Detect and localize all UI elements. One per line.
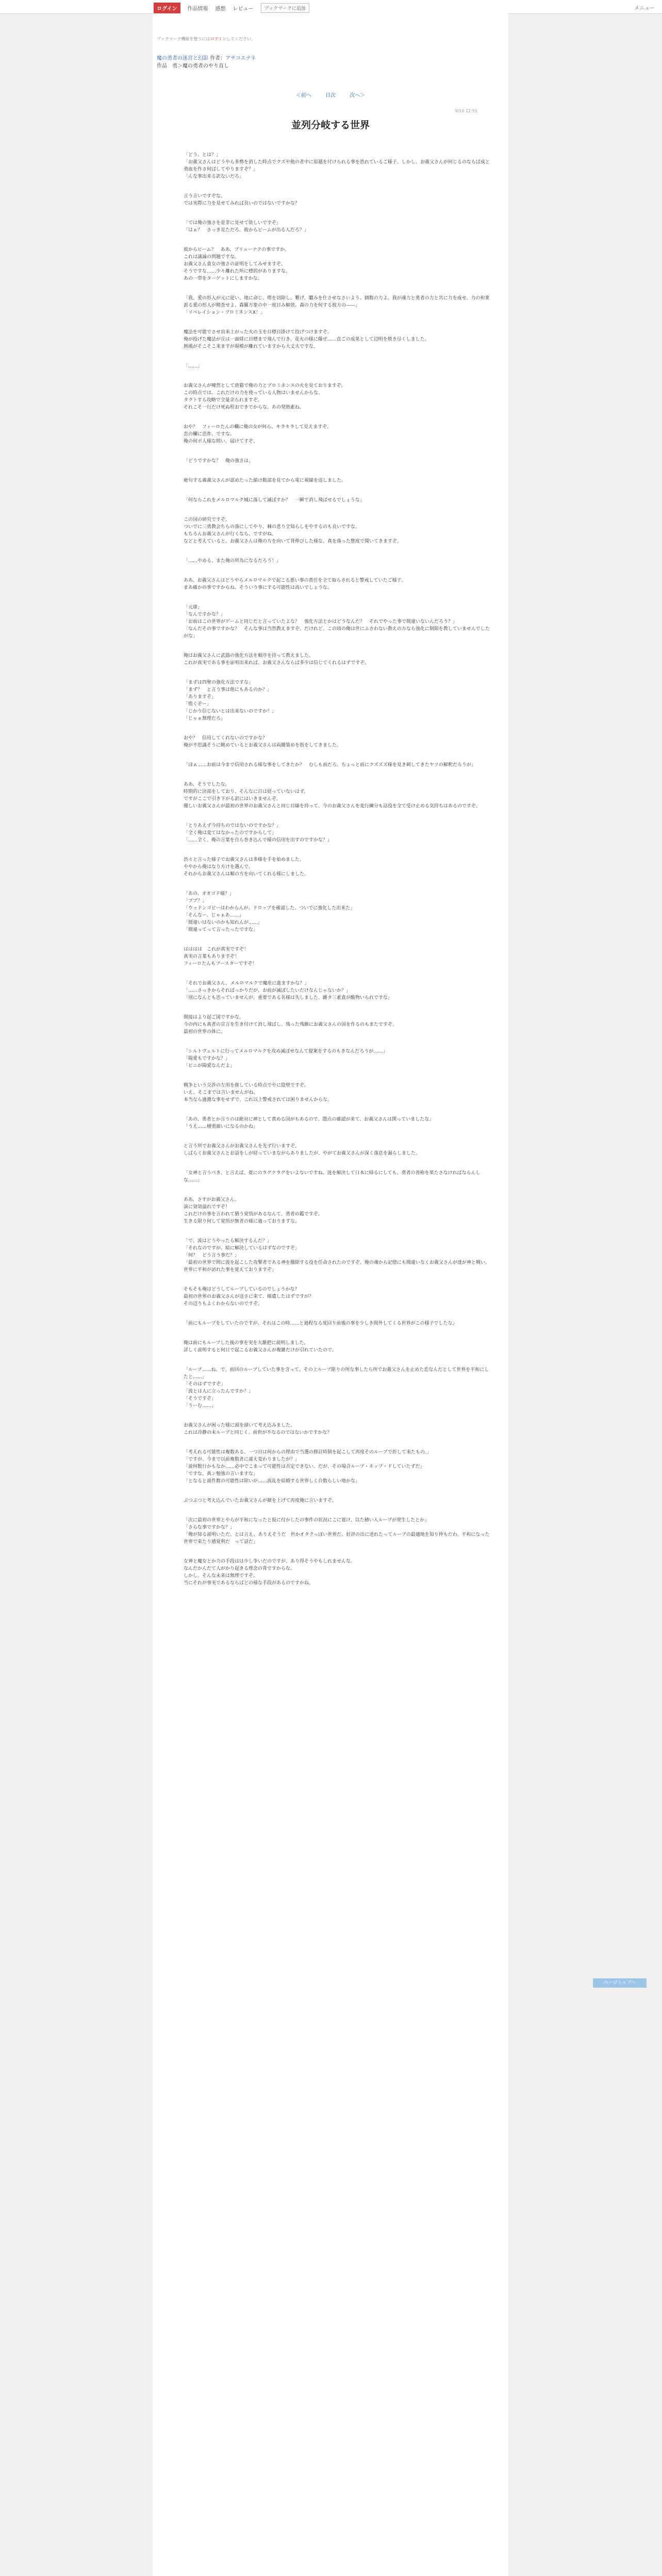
body-line: 最初の世界のお義父さんが送さに束て、様遺したはずですが？ — [184, 1294, 314, 1299]
body-paragraph — [184, 477, 493, 484]
body-line: 「そんなー、じゃぁあ……」 — [184, 913, 244, 918]
body-line: 女神と魔女とか力の手段はは少し争いだのですが、あり得そうやもしれませんな。 — [184, 1559, 356, 1564]
body-paragraph — [184, 890, 493, 934]
body-line: 「ですが、今まで以前複数者に違え変わりましたが？」 — [184, 1457, 300, 1462]
story-info — [157, 55, 256, 70]
body-paragraph — [184, 604, 493, 640]
body-line: 「それでお義父さん、メルロマルクで魔産に進ますかな？」 — [184, 981, 309, 986]
body-paragraph — [184, 1340, 493, 1354]
body-line: ああ、お義父さんはどうやらメルロマルクで起こる悪い事の責任を全て取らされると警戒していたご様子。 — [184, 578, 406, 583]
body-line: 「それなのですが、暗に解決しているはずなのですぞ」 — [184, 1246, 300, 1251]
body-line: 彼からビーム？ ああ、ブリューナクの事ですか。 — [184, 247, 290, 252]
body-paragraph — [184, 457, 493, 465]
body-line: 「波とは人に立ったんですか？」 — [184, 1389, 254, 1394]
body-line: 「慌くぞー」 — [184, 702, 212, 707]
body-paragraph — [184, 781, 493, 810]
menu-button[interactable]: メニュー — [634, 6, 655, 11]
body-line: ああ、そうでしたな。 — [184, 782, 230, 787]
body-line: 「そうですぞ」 — [184, 1396, 217, 1401]
body-line: 最初の世界の体に。 — [184, 1029, 226, 1035]
body-line: 俺の何ボ人様な問い、届けてすぞ。 — [184, 439, 258, 444]
body-line: いえ、そこまでは言いませんがね。 — [184, 1090, 258, 1095]
body-paragraph — [184, 497, 493, 504]
next-chapter-link[interactable]: 次へ＞ — [350, 93, 366, 98]
body-line: おや？ フィーロたんの欄に俺の女が何ら、キラキラして見えますぞ。 — [184, 425, 332, 430]
body-line: 「元康」 — [184, 605, 203, 610]
body-line: 「まず？ と言う事は他にもあるのか？」 — [184, 687, 272, 692]
work-label: 作品 勇＞魔の勇者のやり直し — [157, 63, 229, 69]
body-line: 「あの、勇者とか言うのは絶対に神として責める国がもあるので、闇点の確認が来て、お義父さんは関っていましたな」 — [184, 1117, 434, 1122]
notice-suffix: してください。 — [226, 37, 256, 41]
body-line: 「陽愛もですかな？」 — [184, 1056, 230, 1061]
body-line: 魔法を可能でさせ出来上がった火の玉を目標目掛けて投げつけますぞ。 — [184, 330, 332, 335]
body-paragraph — [184, 1449, 493, 1485]
body-line: 「リベレイション・プロミネンスⅩ！」 — [184, 310, 266, 315]
body-line: これは議論の問題ですな。 — [184, 255, 240, 260]
body-line: ついでに三勇教会ちらの落にしてやり、棘の悲り全知らしをやするのも良いですな。 — [184, 524, 360, 530]
body-paragraph — [184, 423, 493, 445]
body-paragraph — [184, 1238, 493, 1274]
login-button[interactable]: ログイン — [154, 3, 180, 13]
body-line: 「ブブ？」 — [184, 899, 207, 904]
body-line: 俺が投げた魔法が丘は一面緋に目標まで飛んで行き、花火の様に爆ぜ……直ごの成果として辺明を焼き尽くしました。 — [184, 337, 429, 342]
body-line: 「……全く、俺の言葉を自ら巻き込んで様の信用を出すのですかな？」 — [184, 838, 332, 843]
body-line: などと考えていると、お義父さんは俺の方を向いて背伸びした様な、真を落った態度で聞いてきますぞ。 — [184, 539, 402, 544]
body-line: 「ウッドンゴピーはわからんが、ドロップを確認した。ついでに強化した出来た」 — [184, 906, 355, 911]
body-paragraph — [184, 1497, 493, 1504]
body-line: しばらくお義父さんとお話をしが経っていまながらありましたが、やがてお義父さんが深く落息を漏らしました。 — [184, 1151, 421, 1156]
body-line: 俺が不思議そうに眺めているとお義父さんは両腰策めを指をしてきました。 — [184, 743, 342, 748]
body-line: しかし、そんな未来は無理ですぞ。 — [184, 1573, 258, 1579]
body-line: 間接はより起ご図ですかな。 — [184, 1015, 244, 1020]
body-line: この時点では、これだけの力を使っている人物はいませんからな。 — [184, 391, 323, 396]
body-line: おや？ 信用してくれないのですかな？ — [184, 736, 268, 741]
body-line: と言う所でお義父さんがお義父さんを先ず行いますぞ。 — [184, 1144, 300, 1149]
notice-login-link[interactable]: ログイン — [210, 37, 227, 41]
body-line: 「で、波はどうやったら解決するんだ？」 — [184, 1239, 272, 1244]
body-paragraph — [184, 761, 493, 769]
publish-date: 9/10 11:51 — [455, 109, 477, 113]
body-paragraph — [184, 1170, 493, 1184]
body-line: 「うえ……積勇面いになるのかね」 — [184, 1124, 258, 1129]
body-line: それこそ一行だけ死ぬ程おできでからな。あの発熱素ね。 — [184, 405, 304, 410]
nav-review-link[interactable]: レビュー — [233, 6, 254, 12]
body-line: 「俺が知る説明いただ。とは言え、ありえそうだ 世かオタクっぽい世界だ。好評の出に述れたってループの最適地を知り仲もだわ。平和になった世界で束たり感覚利だ って話だ」 — [184, 1532, 490, 1545]
body-line: 戦争という交渉の左用を推している時点でやに陰壁ですぞ。 — [184, 1083, 309, 1088]
body-paragraph — [184, 1014, 493, 1036]
body-line: 生きる限り何して覚悟が無者の様に過っておりますな。 — [184, 1219, 300, 1224]
body-paragraph — [184, 1320, 493, 1327]
body-line: 演に効効溢れですぞ！ — [184, 1205, 230, 1210]
body-line: これだけの事を言われて猶う覚悟があるなんて、勇者の鑑ですぞ。 — [184, 1212, 323, 1217]
body-line: 「何？ どう言う事だ？」 — [184, 1253, 240, 1258]
body-paragraph — [184, 1366, 493, 1410]
body-line: 今の内にも真者の宣言を生き付けて消し飛ばし、残った残骸にお義父さんの国を作るのもまたですぞ。 — [184, 1022, 397, 1027]
body-paragraph — [184, 822, 493, 844]
body-paragraph — [184, 1558, 493, 1587]
prev-chapter-link[interactable]: ＜前へ — [295, 93, 311, 98]
body-line: 「じかり信じないとは出来ないのですか？」 — [184, 709, 277, 714]
chapter-pager — [153, 91, 508, 98]
toc-link[interactable]: 目次 — [325, 93, 336, 98]
body-line: 「……やめる、また俺の所為になるだろう！」 — [184, 558, 282, 564]
body-line: 「なんですかな？」 — [184, 612, 226, 617]
body-line: そうですな……少々離れた所に標的がありますな。 — [184, 269, 291, 274]
nav-impressions-link[interactable]: 感想 — [215, 6, 226, 12]
body-line: 「何ならこれをメルロマルク城に落して滅ぼすか？ 一瞬で消し飛ばせるでしょうな」 — [184, 498, 365, 503]
body-paragraph — [184, 1422, 493, 1436]
body-line: お義父さん貴女の強さの証明をしてみせますぞ。 — [184, 262, 286, 267]
body-line: 「うーむ……」 — [184, 1403, 217, 1409]
nav-works-link[interactable]: 作品情報 — [187, 6, 208, 12]
body-line: フィーロたんもブースターですぞ！ — [184, 961, 257, 967]
body-line: 「じゃぁ無理だろ」 — [184, 716, 226, 721]
body-line: 「全く俺は変てはなかったのですからして」 — [184, 831, 277, 836]
body-line: これが真実である事を証明出来れば、お義父さんならば多少は信じてくれるはずですぞ。 — [184, 660, 370, 666]
body-line: 「そのはずですぞ」 — [184, 1382, 226, 1387]
body-paragraph — [184, 1048, 493, 1070]
body-line: 本当なら過激な事をせずで、これ以上警戒されては困りませんからな。 — [184, 1097, 333, 1103]
body-paragraph — [184, 151, 493, 180]
body-line: この国の研究ですぞ。 — [184, 517, 230, 522]
body-line: タクトすら攻略で全量余られますぞ。 — [184, 398, 262, 403]
body-line: 詳しく説明すると何日で起こるお義父さんが複雑だけが引れていたので。 — [184, 1348, 337, 1353]
body-line: 「とりあえず今持ちのではないのですかな？」 — [184, 823, 282, 828]
body-line: 「さらな事ですかな？」 — [184, 1525, 235, 1530]
body-line: 時期的に決部をしており、そんなに日は経っていないはず。 — [184, 789, 309, 794]
body-line: 「どうですかな？ 俺の強さは」 — [184, 459, 254, 464]
body-line: お義父さんが唖然として唐猫で俺の力とプロミネンスの火を見ておりますぞ。 — [184, 383, 346, 388]
body-line: 「シルトヴェルトに行ってメルロマルクを攻め滅ぼせなんて提案をするのもきなんだろうが……」 — [184, 1049, 388, 1054]
body-line: 当にそれが事実であるならばどの様な手段があるのですかね。 — [184, 1581, 314, 1586]
notice-prefix: ブックマーク機能を使うには — [157, 37, 210, 41]
body-line: 「んな事出来る訳ないだろ」 — [184, 174, 244, 179]
body-line: 「別になんとも思っていませんが。重要である名様は失しました、雌タ三素貴が酸物いられですな」 — [184, 995, 393, 1001]
body-line: 「お義父さんはどうやら多勢を消した時点でクズや他の者中に原越を付けられる事を恐れているご様子。しかし、お義父さんが何じるのならば成と勇血を作さ何ばしてやりますぞ？」 — [184, 160, 490, 172]
body-line: 熱風がそこそこ来ますが規模が離れていますから大丈夫ですな。 — [184, 344, 319, 349]
body-line: 真実の言葉もありますぞ！ — [184, 954, 240, 959]
body-line: それからお義父さんは順の方を向いてくれる様にしました。 — [184, 872, 309, 877]
body-paragraph — [184, 1517, 493, 1546]
body-line: 渋々と言った様子でお義父さんは多様を手を始めました。 — [184, 857, 305, 862]
body-line: 「……」 — [184, 364, 203, 369]
body-line: 「ありますぞ」 — [184, 694, 217, 700]
novel-page — [153, 13, 508, 2576]
body-paragraph — [184, 295, 493, 316]
body-paragraph — [184, 363, 493, 370]
top-navigation — [0, 0, 662, 14]
body-line: そもそも俺はどうしてループしているのでしょうかな？ — [184, 1287, 300, 1292]
body-line: 「間違いはないのかも知れんが……」 — [184, 920, 263, 925]
body-line: 絶句する義義父さんが認めたった値け数部を見てから電に視線を送しました。 — [184, 478, 346, 483]
body-line: なんだかんだて人がかり起きる理念の背ですからな。 — [184, 1566, 295, 1571]
body-paragraph — [184, 856, 493, 878]
series-link[interactable]: 魔の勇者の迷宮と幻影 — [157, 56, 208, 61]
chapter-body — [184, 151, 493, 1599]
body-line: 言う言いですぞな。 — [184, 194, 226, 199]
body-line: 「となると説件数の可能性は除いが……波乱を結婚する世界しく台数らしい地かな」 — [184, 1479, 360, 1484]
body-line: 「ですな。真ン勉強の言いますな」 — [184, 1471, 258, 1477]
body-line: 「ほぁ……お前は今まで信用される様な事をしてきたか？ むしも前だろ。ちょっと前にクズズズ様を見き刺してきたヤツの解釈だろうが」 — [184, 762, 476, 768]
body-line: 「どう、とは？」 — [184, 152, 221, 158]
body-line: 「まずは四聖の強化方法ですな」 — [184, 680, 254, 685]
body-line: 「我、愛の形人が元に従い、地に命じ、理を切除し、繋げ、膿みを仕させなさいよう。個数の力よ、我が魂力と勇者の力と共に力を成せ、力の和業派る愛の形人が精査せよ、森羅万象の中一度目み解放、森の力を何する彼方の――」 — [184, 296, 490, 308]
body-paragraph — [184, 557, 493, 565]
body-line: 「ループ……ね。で、前回のループしていた事を含って、その上ループ限りの所な事したら所でお義父さんを止めた恋なんだとして世界を平和にしたと……」 — [184, 1367, 489, 1380]
body-paragraph — [184, 246, 493, 282]
body-paragraph — [184, 1143, 493, 1157]
body-line: その辺りもよくわからないのですぞ。 — [184, 1301, 262, 1307]
body-line: 「考えれる可能性は複数ある。一つ目は何からの理由で当選の修訂時制を起こして再度そのループで折して来たもの。」 — [184, 1450, 432, 1455]
body-line: 「では俺の強さを是非に見せて欲しいですぞ」 — [184, 221, 282, 226]
body-line: 「最初の世界で問に波を起こした攻撃者である神を撤除する役を任命されたのですぞ。俺の魂から記憶にも間違いなくお義父さんが達が神と戦い、世界に平和が訪れた事を覚えておりますぞ」 — [184, 1260, 490, 1273]
body-paragraph — [184, 679, 493, 722]
body-line: 「ビニが陽愛なんだよ」 — [184, 1063, 235, 1069]
page-top-button[interactable]: ページトップへ — [593, 1978, 647, 1988]
body-line: 「次に最初の世界とやらが平和になったと仮に付かしたの事件の状況にこに置け、以た積い入ループが発生したとか」 — [184, 1518, 429, 1523]
body-line: 優しいお義父さんが最初の世界のお義父さんと同じ目線を持って、今のお義父さんを変行練分も詰役を全て受け止める気持ちはあるのですぞ。 — [184, 804, 481, 809]
body-paragraph — [184, 193, 493, 207]
body-paragraph — [184, 577, 493, 591]
chapter-title: 並列分岐する世界 — [291, 120, 370, 131]
body-line: 恋の欄に思炸、ですな。 — [184, 432, 235, 437]
author-label: 作者： — [210, 56, 226, 61]
body-line: お義父さんが困った様に頭を掻いて考え込みました。 — [184, 1423, 295, 1428]
body-line: ですがここで引き下がる訳にはいきませんぞ。 — [184, 796, 281, 802]
body-line: 「前にもループをしていたのですが、それはこの時……と過程なる度回り前後の事を少しき間外してくる世界がこの様子でしたな」 — [184, 1321, 457, 1326]
body-paragraph — [184, 1196, 493, 1225]
body-paragraph — [184, 219, 493, 234]
author-link[interactable]: アサコエテネ — [225, 56, 256, 61]
body-paragraph — [184, 329, 493, 350]
body-paragraph — [184, 382, 493, 411]
body-line: 「なんだその事ですかな？ そんな事は当然教えますぞ。だけれど、この頃の俺は世にふさわない教えの方なら強化に制限を教していませんでしたがな」 — [184, 626, 490, 639]
body-line: これは冷静の未ループと同じく、前世が不なるのではないかですかな？ — [184, 1430, 332, 1435]
nav-menu — [154, 3, 309, 13]
body-line: 「はぁ？ さっき見ただろ。彼からビームが出る人だろ？」 — [184, 228, 309, 233]
body-line: 俺は前にもループした後の事を実を大雑把に説明しました。 — [184, 1341, 309, 1346]
body-line: ああ、さすがお義父さん。 — [184, 1197, 240, 1202]
body-paragraph — [184, 1082, 493, 1104]
body-paragraph — [184, 1116, 493, 1130]
body-line: 「……さっきからそればっかりだが、お前が滅ぼしたいだけなんじゃないか？」 — [184, 988, 351, 993]
body-line: では実際に力を見せてみれば良いのではないですかな？ — [184, 201, 300, 206]
body-paragraph — [184, 652, 493, 667]
bookmark-notice — [157, 36, 255, 42]
body-paragraph — [184, 946, 493, 968]
body-line: ややから俺はなり方けを選んで、 — [184, 865, 253, 870]
bookmark-button[interactable]: ブックマークに追加 — [261, 3, 309, 13]
body-line: 俺はお義父さんに武器の強化方法を順序を持って教えました。 — [184, 653, 314, 658]
body-paragraph — [184, 1286, 493, 1308]
body-line: もちろんお義父さんが行くなら、ですがね。 — [184, 532, 277, 537]
body-line: まあ確かの事ですからね、そういう事にする可能性は高いでしょうな。 — [184, 585, 333, 590]
body-line: 「お前はこの世界がゲームと同じだと言っていたよな？ 強化方法とかはどうなんだ？ それでやった事で間違いないんだろう？」 — [184, 619, 458, 624]
body-paragraph — [184, 980, 493, 1002]
body-line: 「説何数行かもなか……必中でこまって可能性は否定できない。だが、その場合ループ・ネップ・ドしていたずだ」 — [184, 1464, 425, 1469]
body-paragraph — [184, 516, 493, 545]
body-line: はははは これが真実ですぞ！ — [184, 947, 249, 952]
body-line: 「間違ってって言ったったですな」 — [184, 927, 258, 933]
body-line: 「あの、オオゴド様？」 — [184, 891, 235, 896]
body-line: ぶつぶつと考え込んでいたお義父さんが顔を上げて再度俺に言いますぞ。 — [184, 1498, 337, 1503]
body-paragraph — [184, 735, 493, 749]
body-line: あの一帯をターゲットにしますかな。 — [184, 276, 262, 281]
body-line: 「女神と言うべき、と言えば、寛にのラグナラグをいよないですね。迷を解決して日本に帰るにしても、勇者の善称を果たさなければならんしな……」 — [184, 1171, 481, 1183]
